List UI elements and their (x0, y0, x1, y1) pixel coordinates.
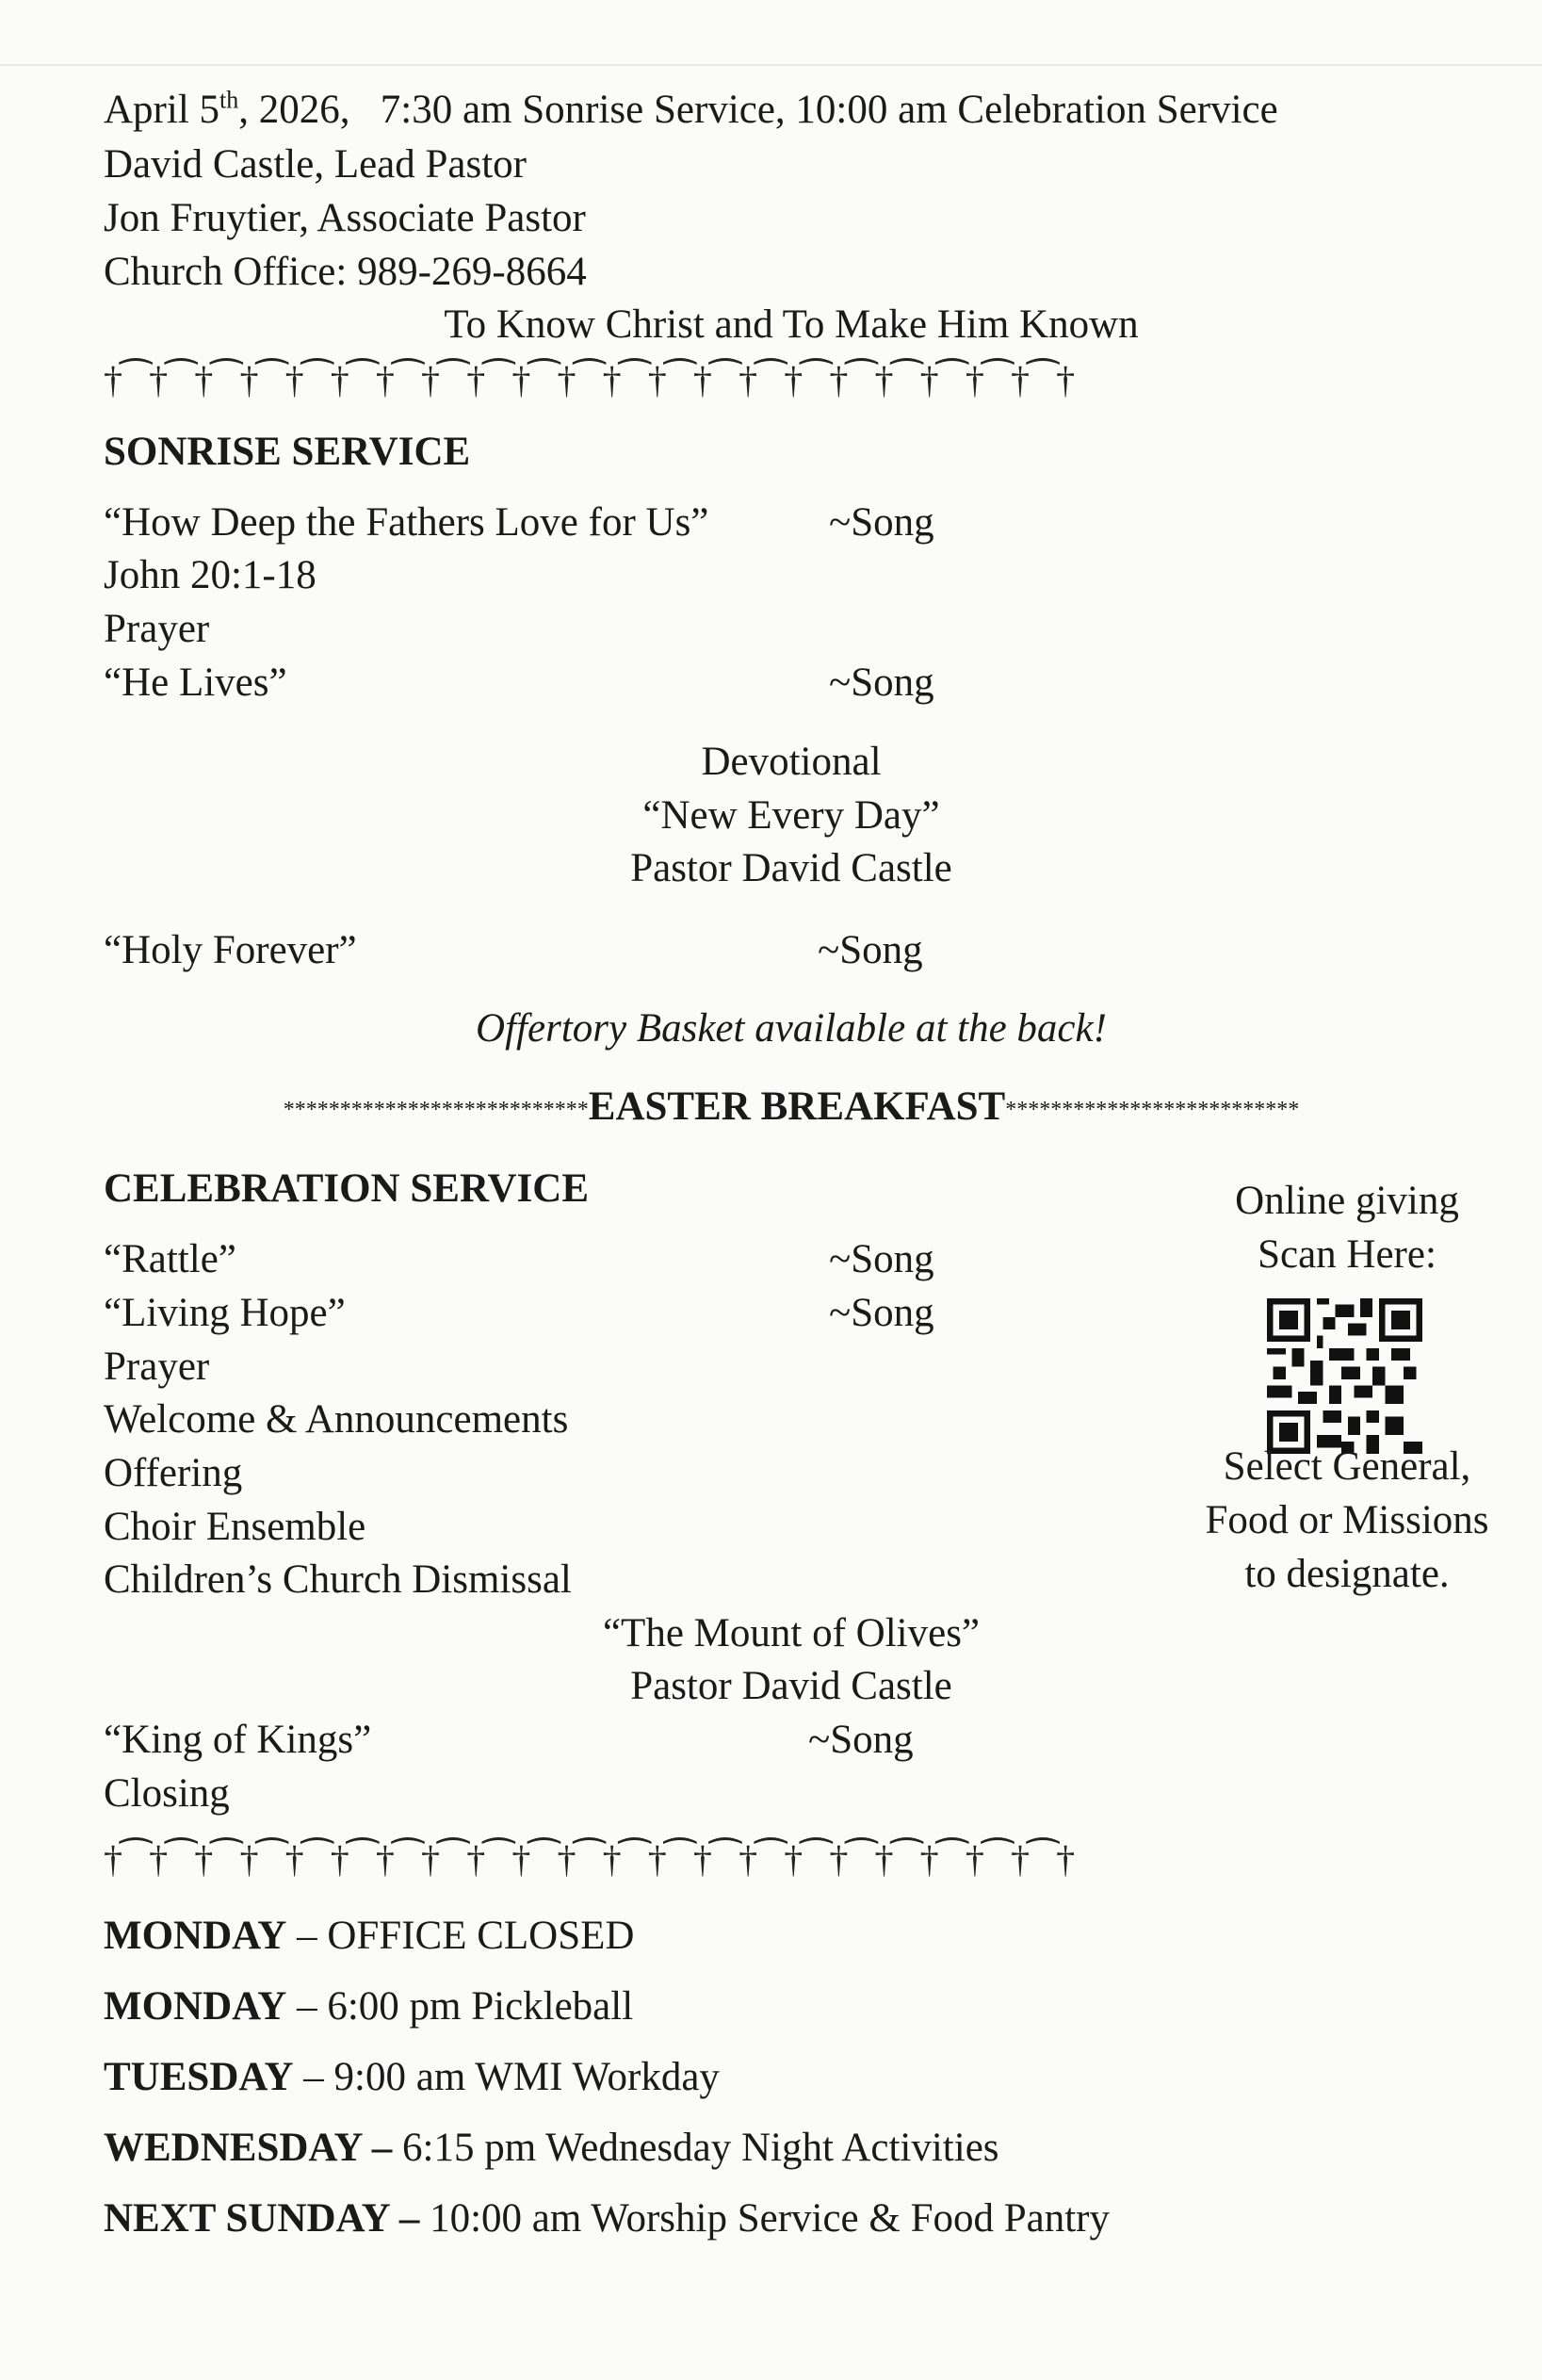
devotional-title: “New Every Day” (642, 793, 940, 838)
sonrise-closing-song: “Holy Forever” (104, 928, 357, 972)
sonrise-item: John 20:1-18 (104, 553, 317, 597)
event-item (104, 1913, 634, 1960)
associate-pastor: Jon Fruytier, Associate Pastor (104, 196, 586, 240)
church-office-phone: Church Office: 989-269-8664 (104, 250, 587, 294)
sonrise-item-tag: ~Song (829, 660, 934, 705)
easter-breakfast-banner (0, 1084, 1542, 1133)
sermon-speaker: Pastor David Castle (630, 1664, 952, 1708)
giving-line3: Select General, (1223, 1444, 1471, 1489)
event-detail: – 9:00 am WMI Workday (293, 2055, 720, 2099)
event-item (104, 2125, 999, 2172)
event-day: MONDAY (104, 1914, 287, 1958)
stars-right: ************************** (1005, 1098, 1300, 1123)
event-item (104, 2054, 720, 2101)
giving-line1: Online giving (1235, 1179, 1459, 1223)
service-date-line (104, 87, 1278, 134)
sermon-title: “The Mount of Olives” (602, 1611, 981, 1655)
celebration-item: Offering (104, 1451, 243, 1495)
celebration-item-tag: ~Song (829, 1237, 934, 1281)
event-item (104, 1983, 633, 2030)
celebration-item: Children’s Church Dismissal (104, 1557, 572, 1602)
event-day: NEXT SUNDAY – (104, 2196, 420, 2241)
page-edge (0, 64, 1542, 66)
date-ordinal: th (219, 86, 239, 114)
event-detail: – 6:00 pm Pickleball (286, 1984, 634, 2029)
event-detail: 6:15 pm Wednesday Night Activities (392, 2126, 999, 2170)
offertory-note: Offertory Basket available at the back! (476, 1006, 1107, 1051)
celebration-item: “Rattle” (104, 1237, 236, 1281)
stars-left: *************************** (283, 1098, 589, 1123)
closing: Closing (104, 1771, 230, 1816)
cross-border-divider: †⁀†⁀†⁀†⁀†⁀†⁀†⁀†⁀†⁀†⁀†⁀†⁀†⁀†⁀†⁀†⁀†⁀†⁀†⁀†⁀†⁀† (104, 359, 1074, 401)
celebration-item: Prayer (104, 1345, 210, 1389)
date: April 5 (104, 88, 220, 132)
sonrise-item: Prayer (104, 607, 210, 651)
lead-pastor: David Castle, Lead Pastor (104, 142, 528, 187)
giving-line2: Scan Here: (1258, 1232, 1436, 1277)
easter-breakfast-title: EASTER BREAKFAST (588, 1084, 1006, 1129)
celebration-item-tag: ~Song (829, 1291, 934, 1335)
sonrise-title: SONRISE SERVICE (104, 430, 471, 474)
motto: To Know Christ and To Make Him Known (444, 302, 1139, 347)
event-detail: 10:00 am Worship Service & Food Pantry (419, 2196, 1111, 2241)
event-item (104, 2195, 1110, 2242)
devotional-speaker: Pastor David Castle (630, 846, 952, 890)
event-day: WEDNESDAY – (104, 2126, 393, 2170)
sonrise-item-tag: ~Song (829, 500, 934, 545)
event-day: MONDAY (104, 1984, 287, 2029)
celebration-item: “Living Hope” (104, 1291, 346, 1335)
celebration-item: Welcome & Announcements (104, 1397, 569, 1442)
event-day: TUESDAY (104, 2055, 294, 2099)
celebration-item: Choir Ensemble (104, 1505, 366, 1549)
final-song: “King of Kings” (104, 1718, 372, 1762)
celebration-title: CELEBRATION SERVICE (104, 1166, 590, 1211)
devotional-heading: Devotional (701, 740, 882, 784)
qr-code-icon[interactable] (1267, 1298, 1422, 1454)
giving-line4: Food or Missions (1205, 1498, 1489, 1542)
service-times: , 2026, 7:30 am Sonrise Service, 10:00 am Celebration Service (238, 88, 1278, 132)
sonrise-item: “He Lives” (104, 660, 287, 705)
event-detail: – OFFICE CLOSED (286, 1914, 635, 1958)
sonrise-item: “How Deep the Fathers Love for Us” (104, 500, 709, 545)
giving-line5: to designate. (1244, 1552, 1450, 1596)
cross-border-divider: †⁀†⁀†⁀†⁀†⁀†⁀†⁀†⁀†⁀†⁀†⁀†⁀†⁀†⁀†⁀†⁀†⁀†⁀†⁀†⁀†⁀† (104, 1838, 1074, 1881)
final-song-tag: ~Song (808, 1718, 914, 1762)
sonrise-closing-song-tag: ~Song (818, 928, 923, 972)
